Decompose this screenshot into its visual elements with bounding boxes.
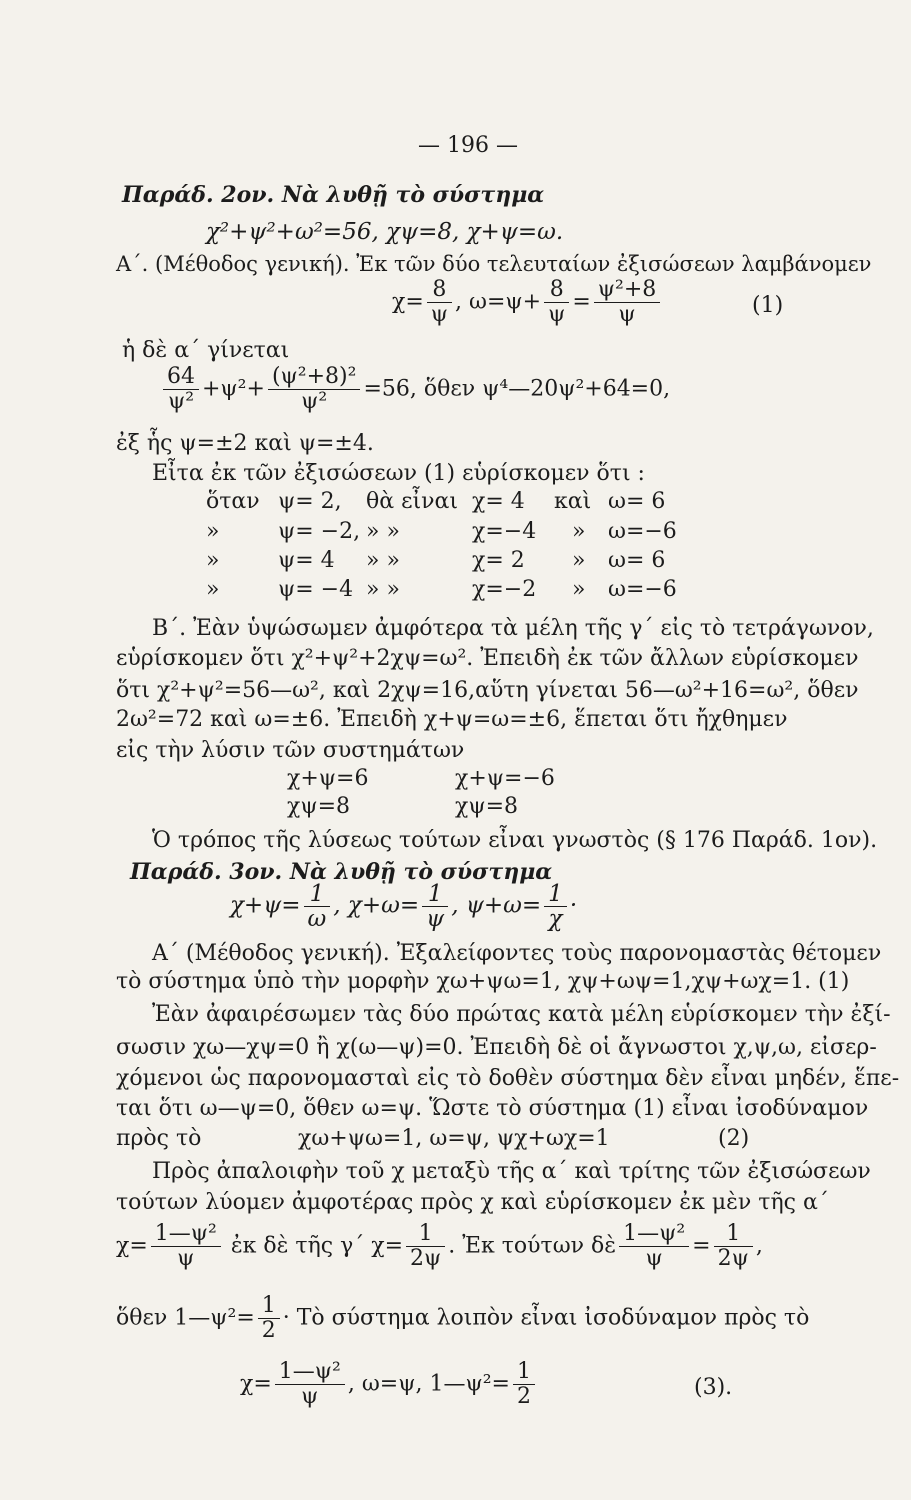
eq-then-fraction: $\frac{1}{2}$: [258, 1294, 280, 1343]
eq-x-fraction-1: $\frac{\text{1—ψ²}}{\psi}$: [151, 1222, 221, 1271]
table-row-c1: ψ= 2,: [278, 489, 342, 514]
eq1-middle: , ω=ψ+: [455, 289, 542, 315]
table-row-c5: ω= 6: [608, 489, 666, 514]
ex3-para2-line-1: Πρὸς ἀπαλοιφὴν τοῦ χ μεταξὺ τῆς α΄ καὶ τρίτης τῶν ἐξισώσεων: [152, 1159, 871, 1184]
table-row-c5: ω= 6: [608, 548, 666, 573]
table-row-c4: »: [572, 548, 586, 573]
eq-x-equals: =: [692, 1233, 711, 1259]
eq-x-fraction-2: $\frac{1}{2\psi}$: [406, 1222, 445, 1271]
method-b-line-4: 2ω²=72 καὶ ω=±6. Ἐπειδὴ χ+ψ=ω=±6, ἕπεται ὅτι ἤχθημεν: [116, 707, 788, 732]
method-b-line-3: ὅτι χ²+ψ²=56—ω², καὶ 2χψ=16,αὕτη γίνεται 56—ω²+16=ω², ὅθεν: [116, 678, 859, 703]
eq-x-fraction-4: $\frac{1}{2\psi}$: [714, 1222, 753, 1271]
eq3-fraction-2: $\frac{1}{2}$: [513, 1360, 535, 1409]
eq-x-fraction-3: $\frac{\text{1—ψ²}}{\psi}$: [619, 1222, 689, 1271]
equation-1: [392, 278, 663, 327]
then-line: Εἶτα ἐκ τῶν ἐξισώσεων (1) εὑρίσκομεν ὅτι :: [152, 461, 645, 486]
system-2-eq-b: χψ=8: [455, 794, 519, 819]
equation-3-label: (3).: [694, 1375, 733, 1400]
ex3-para-line-6: ται ὅτι ω—ψ=0, ὅθεν ω=ψ. Ὥστε τὸ σύστημα (1) εἶναι ἰσοδύναμον: [116, 1096, 869, 1121]
method-b-line-5: εἰς τὴν λύσιν τῶν συστημάτων: [116, 738, 465, 763]
table-row-c0: »: [206, 519, 220, 544]
eq-x-middle: ἐκ δὲ τῆς γ΄ χ=: [230, 1233, 404, 1259]
eq-x-middle-2: . Ἐκ τούτων δὲ: [448, 1233, 617, 1259]
table-row-c3: χ= 2: [472, 548, 525, 573]
example-3-heading: Παράδ. 3ον. Νὰ λυθῇ τὸ σύστημα: [130, 859, 553, 885]
ex3-system-fraction-2: $\frac{1}{\psi}$: [422, 882, 448, 931]
eq-then-rest: · Τὸ σύστημα λοιπὸν εἶναι ἰσοδύναμον πρὸς τὸ: [282, 1305, 810, 1331]
equation-3: [240, 1360, 538, 1409]
table-row-c2: » »: [366, 519, 400, 544]
eq1-lhs: χ=: [392, 289, 424, 315]
ex3-system-fraction-1: $\frac{1}{\omega}$: [304, 882, 331, 931]
table-row-c0: »: [206, 548, 220, 573]
system-1-eq-b: χψ=8: [287, 794, 351, 819]
ex3-para-line-5: χόμενοι ὡς παρονομασταὶ εἰς τὸ δοθὲν σύστημα δὲν εἶναι μηδέν, ἕπε-: [116, 1066, 900, 1091]
eq2-body: χω+ψω=1, ω=ψ, ψχ+ωχ=1: [298, 1126, 610, 1151]
table-row-c3: χ= 4: [472, 489, 525, 514]
example-2-heading: Παράδ. 2ον. Νὰ λυθῇ τὸ σύστημα: [122, 182, 545, 208]
system-1: [287, 765, 368, 821]
ex3-system-part-2: , χ+ω=: [333, 892, 420, 919]
table-row-c4: »: [572, 519, 586, 544]
ex3-para2-line-2: τούτων λύομεν ἀμφοτέρας πρὸς χ καὶ εὑρίσκομεν ἐκ μὲν τῆς α΄: [116, 1190, 829, 1215]
page-number: — 196 —: [418, 133, 518, 158]
eq3-fraction-1: $\frac{\text{1—ψ²}}{\psi}$: [275, 1360, 345, 1409]
eq-x-end: ,: [755, 1233, 763, 1259]
equation-then: [116, 1294, 809, 1343]
table-row-c3: χ=−2: [472, 577, 537, 602]
roots-line: ἐξ ἧς ψ=±2 καὶ ψ=±4.: [116, 431, 374, 456]
table-row-c2: » »: [366, 577, 400, 602]
example-3-system: [230, 882, 577, 931]
eq3-lhs: χ=: [240, 1371, 272, 1397]
table-row-c2: θὰ εἶναι: [366, 489, 458, 514]
eq3-middle: , ω=ψ, 1—ψ²=: [347, 1371, 510, 1397]
equation-1-label: (1): [752, 293, 784, 318]
eq2-fraction-2: $\frac{\text{(ψ²+8)²}}{\text{ψ²}}$: [268, 365, 361, 414]
equation-2: [160, 365, 670, 414]
method-b-line-1: Β΄. Ἐὰν ὑψώσωμεν ἀμφότερα τὰ μέλη τῆς γ΄ εἰς τὸ τετράγωνον,: [152, 616, 874, 641]
system-2: [455, 765, 555, 821]
ex3-system-fraction-3: $\frac{1}{\chi}$: [544, 882, 567, 931]
table-row-c5: ω=−6: [608, 519, 677, 544]
eq1-equals: =: [572, 289, 591, 315]
table-row-c1: ψ= −4: [278, 577, 354, 602]
ex3-para-line-4: σωσιν χω—χψ=0 ἢ χ(ω—ψ)=0. Ἐπειδὴ δὲ οἱ ἄγνωστοι χ,ψ,ω, εἰσερ-: [116, 1035, 877, 1060]
table-row-c1: ψ= 4: [278, 548, 335, 573]
table-row-c0: ὅταν: [206, 489, 260, 514]
equation-x: [116, 1222, 763, 1271]
method-b-line-2: εὑρίσκομεν ὅτι χ²+ψ²+2χψ=ω². Ἐπειδὴ ἐκ τῶν ἄλλων εὑρίσκομεν: [116, 646, 859, 671]
eq1-fraction-1: $\frac{8}{\psi}$: [427, 278, 452, 327]
ex3-para-line-2: τὸ σύστημα ὑπὸ τὴν μορφὴν χω+ψω=1, χψ+ωψ=1,χψ+ωχ=1. (1): [116, 969, 850, 994]
system-2-eq-a: χ+ψ=−6: [455, 766, 555, 791]
known-method-line: Ὁ τρόπος τῆς λύσεως τούτων εἶναι γνωστὸς (§ 176 Παράδ. 1ον).: [152, 828, 878, 853]
table-row-c4: »: [572, 577, 586, 602]
example-2-system: χ²+ψ²+ω²=56, χψ=8, χ+ψ=ω.: [206, 219, 564, 245]
ex3-system-part-1: χ+ψ=: [230, 892, 301, 919]
ex3-system-end: ·: [569, 892, 578, 919]
system-1-eq-a: χ+ψ=6: [287, 766, 369, 791]
eq-then-lead: ὅθεν 1—ψ²=: [116, 1305, 255, 1331]
table-row-c4: καὶ: [554, 489, 592, 514]
eq2-lead: πρὸς τὸ: [116, 1126, 202, 1151]
line-becomes: ἡ δὲ α΄ γίνεται: [122, 338, 290, 363]
table-row-c1: ψ= −2,: [278, 519, 361, 544]
table-row-c2: » »: [366, 548, 400, 573]
eq2-label: (2): [718, 1126, 750, 1151]
eq2-middle: +ψ²+: [202, 376, 265, 402]
eq1-fraction-2: $\frac{8}{\psi}$: [544, 278, 569, 327]
table-row-c0: »: [206, 577, 220, 602]
ex3-para-line-1: Α΄ (Μέθοδος γενική). Ἐξαλείφοντες τοὺς παρονομαστὰς θέτομεν: [152, 941, 882, 966]
eq-x-lhs: χ=: [116, 1233, 148, 1259]
eq1-fraction-3: $\frac{\text{ψ²+8}}{\psi}$: [594, 278, 661, 327]
ex3-para-line-3: Ἐὰν ἀφαιρέσωμεν τὰς δύο πρώτας κατὰ μέλη εὑρίσκομεν τὴν ἐξί-: [152, 1002, 891, 1027]
eq2-fraction-1: $\frac{64}{\text{ψ²}}$: [163, 365, 199, 414]
method-a-intro: Α΄. (Μέθοδος γενική). Ἐκ τῶν δύο τελευταίων ἐξισώσεων λαμβάνομεν: [116, 252, 872, 276]
ex3-system-part-3: , ψ+ω=: [451, 892, 542, 919]
eq2-rest: =56, ὅθεν ψ⁴—20ψ²+64=0,: [363, 376, 671, 402]
table-row-c3: χ=−4: [472, 519, 537, 544]
table-row-c5: ω=−6: [608, 577, 677, 602]
